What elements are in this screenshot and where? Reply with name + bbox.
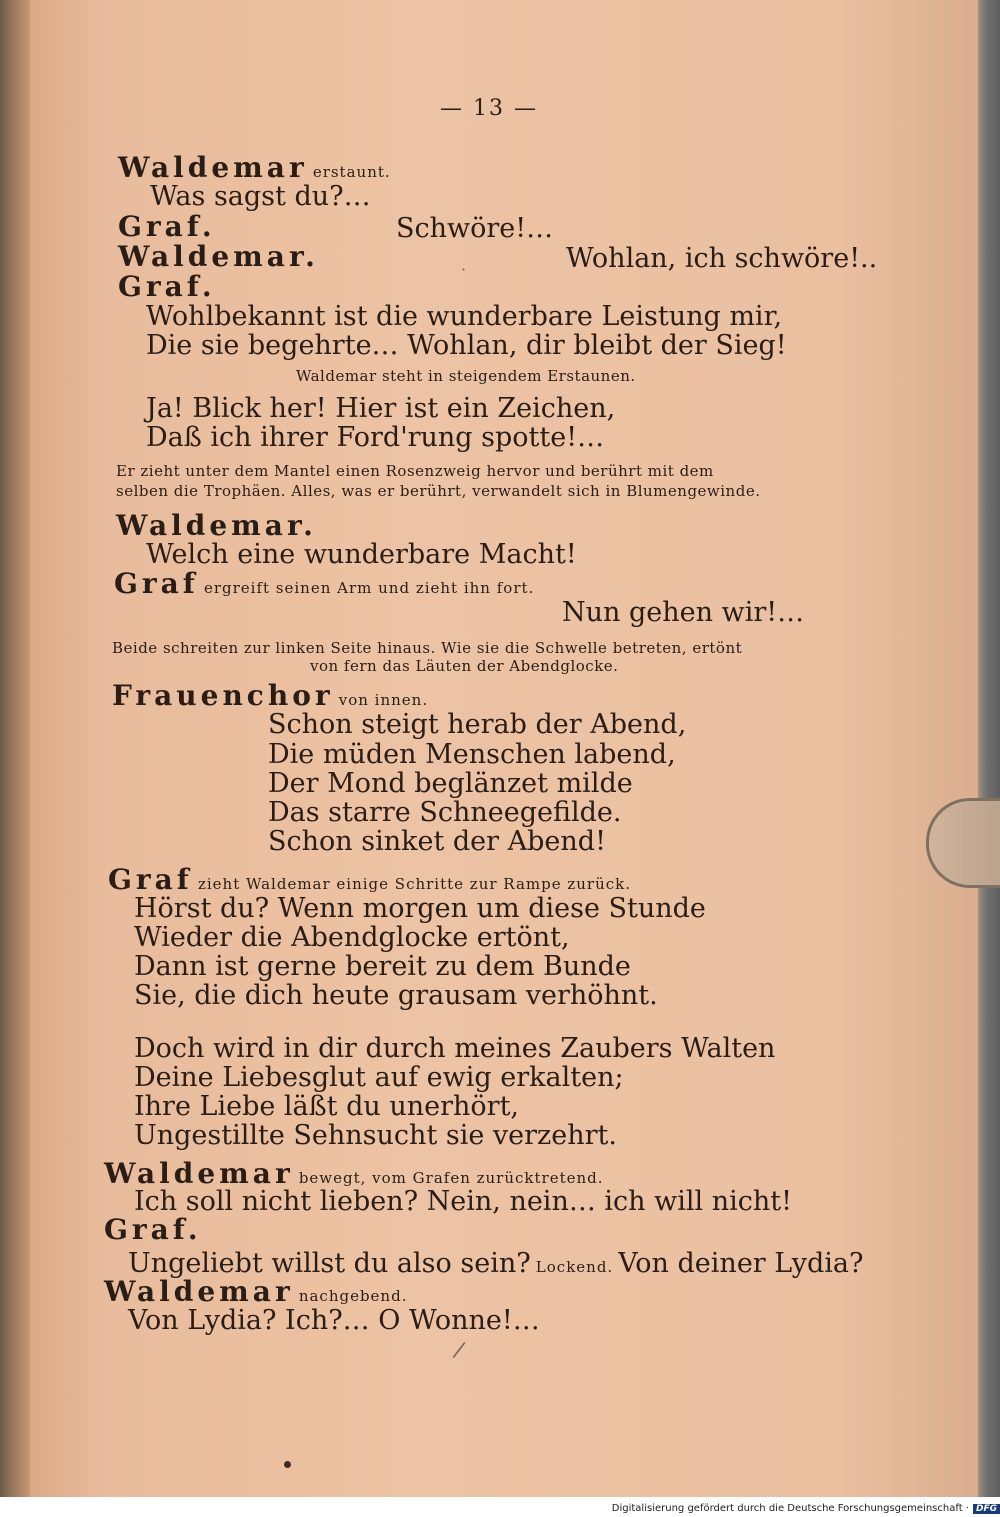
verse-line: Ihre Liebe läßt du unerhört, (134, 1091, 520, 1122)
verse-line: Der Mond beglänzet milde (268, 768, 633, 799)
scanner-background-edge (978, 0, 1000, 1497)
speaker-name: Waldemar. (116, 509, 317, 542)
speaker-name: Graf. (104, 1213, 202, 1246)
verse-line: Ungestillte Sehnsucht sie verzehrt. (134, 1120, 617, 1151)
verse-line: Das starre Schneegefilde. (268, 797, 622, 828)
stage-direction: zieht Waldemar einige Schritte zur Rampe zurück. (197, 875, 632, 893)
verse-line: Welch eine wunderbare Macht! (146, 539, 577, 570)
verse-line: Nun gehen wir!… (562, 597, 805, 628)
footer-text: Digitalisierung gefördert durch die Deutsche Forschungsgemeinschaft · (611, 1503, 969, 1514)
verse-line: Ich soll nicht lieben? Nein, nein… ich will nicht! (134, 1186, 792, 1217)
speaker-name: Waldemar (104, 1275, 294, 1308)
dfg-logo: DFG (973, 1504, 1000, 1514)
verse-line: Deine Liebesglut auf ewig erkalten; (134, 1062, 624, 1093)
verse-line: Die sie begehrte… Wohlan, dir bleibt der Sieg! (146, 330, 787, 361)
stage-direction: Er zieht unter dem Mantel einen Rosenzweig hervor und berührt mit dem (116, 462, 714, 480)
verse-line: Schon steigt herab der Abend, (268, 709, 687, 740)
verse-line (128, 1250, 863, 1277)
speaker-line (104, 1275, 408, 1308)
verse-line: Dann ist gerne bereit zu dem Bunde (134, 951, 631, 982)
stage-direction: Lockend. (535, 1258, 614, 1276)
speaker-line (118, 151, 391, 184)
book-spine-edge (0, 0, 30, 1497)
speaker-name: Frauenchor (112, 679, 334, 712)
speaker-name: Waldemar (118, 151, 308, 184)
verse-line: Schwöre!… (396, 213, 554, 244)
verse-line: Wohlbekannt ist die wunderbare Leistung mir, (146, 301, 783, 332)
verse-line: Sie, die dich heute grausam verhöhnt. (134, 980, 658, 1011)
footer-credit (600, 1500, 1000, 1517)
stage-direction: von innen. (338, 691, 429, 709)
stage-direction: von fern das Läuten der Abendglocke. (310, 657, 619, 675)
speaker-line (112, 679, 429, 712)
stage-direction: bewegt, vom Grafen zurücktretend. (298, 1169, 604, 1187)
verse-line: Wieder die Abendglocke ertönt, (134, 922, 570, 953)
verse-line: Schon sinket der Abend! (268, 826, 606, 857)
verse-line: Wohlan, ich schwöre!.. (566, 243, 878, 274)
speaker-name: Waldemar (104, 1157, 294, 1190)
stage-direction: ergreift seinen Arm und zieht ihn fort. (203, 579, 535, 597)
speaker-line (104, 1157, 604, 1190)
stage-direction: erstaunt. (312, 163, 391, 181)
ink-dot (284, 1461, 291, 1468)
stage-direction: selben die Trophäen. Alles, was er berührt, verwandelt sich in Blumengewinde. (116, 482, 761, 500)
stray-mark: · (461, 260, 467, 279)
speaker-name: Graf (114, 567, 199, 600)
verse-line: Die müden Menschen labend, (268, 739, 676, 770)
verse-line: Daß ich ihrer Ford'rung spotte!… (146, 422, 605, 453)
verse-line: Was sagst du?… (150, 181, 371, 212)
verse-line: Ja! Blick her! Hier ist ein Zeichen, (146, 393, 616, 424)
speaker-name: Waldemar. (118, 240, 319, 273)
verse-line: Von Lydia? Ich?… O Wonne!… (128, 1305, 540, 1336)
stage-direction: Waldemar steht in steigendem Erstaunen. (296, 367, 636, 385)
speaker-line (114, 567, 535, 600)
stage-direction: Beide schreiten zur linken Seite hinaus. Wie sie die Schwelle betreten, ertönt (112, 639, 743, 657)
speaker-name: Graf. (118, 270, 216, 303)
speaker-name: Graf. (118, 210, 216, 243)
verse-line: Hörst du? Wenn morgen um diese Stunde (134, 893, 706, 924)
speaker-name: Graf (108, 863, 193, 896)
speaker-line (108, 863, 632, 896)
stray-mark: / (451, 1337, 467, 1364)
verse-line: Doch wird in dir durch meines Zaubers Walten (134, 1033, 776, 1064)
page-number: — 13 — (440, 96, 538, 121)
verse-text: Von deiner Lydia? (618, 1248, 864, 1279)
stage-direction: nachgebend. (298, 1287, 408, 1305)
verse-text: Ungeliebt willst du also sein? (128, 1248, 531, 1279)
